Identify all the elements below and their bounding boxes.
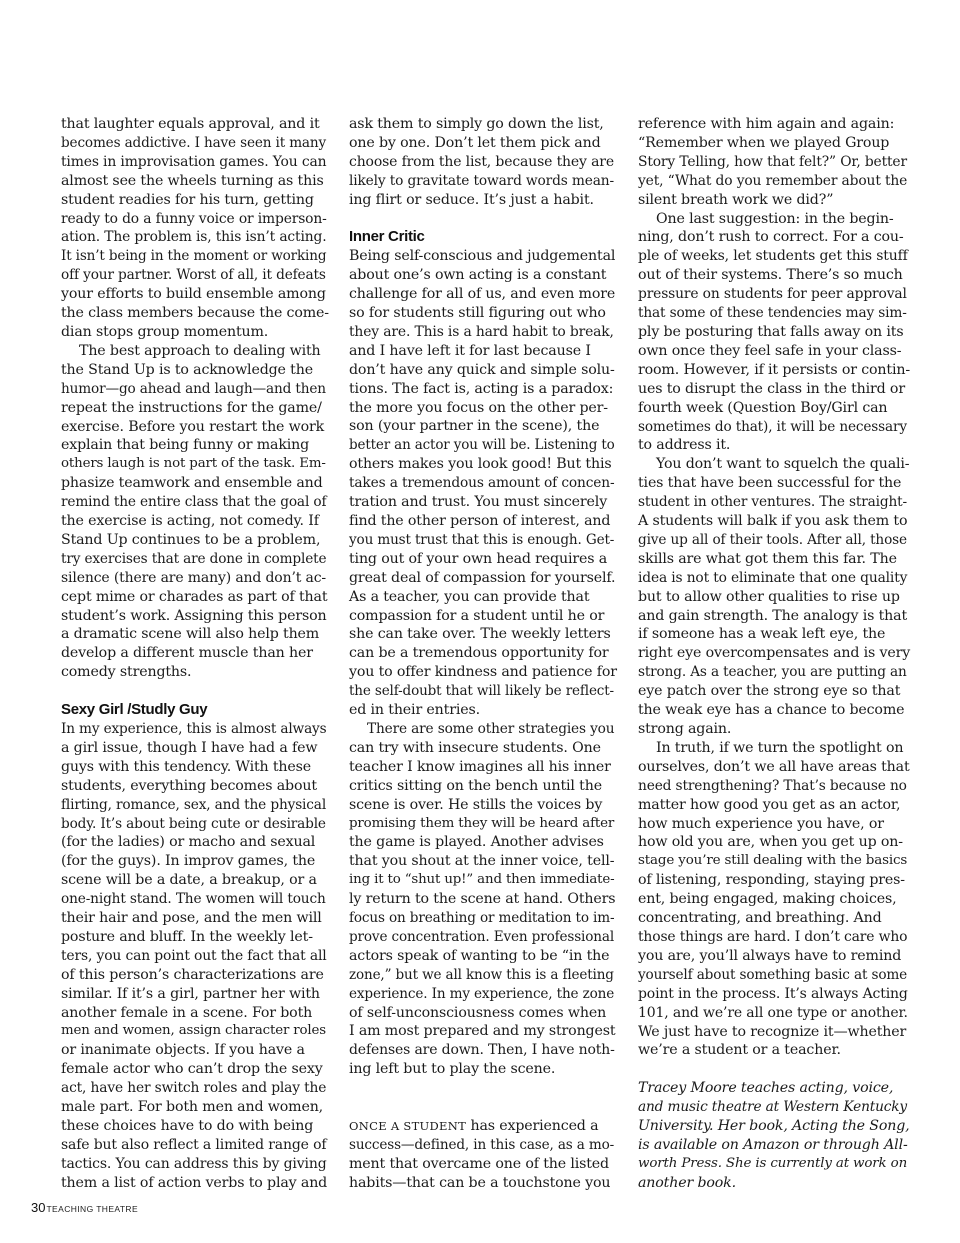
text-line: female actor who can’t drop the sexy: [61, 1061, 323, 1078]
page-number: 30: [31, 1200, 46, 1215]
text-line: try exercises that are done in complete: [61, 550, 327, 567]
text-line: stage you’re still dealing with the basics: [638, 853, 908, 869]
text-line: the more you focus on the other per-: [349, 399, 608, 416]
text-line: One last suggestion: in the begin-: [656, 210, 894, 227]
text-line: ties that have been successful for the: [638, 475, 902, 492]
page-footer: [31, 1199, 138, 1217]
text-line: similar. If it’s a girl, partner her with: [61, 985, 320, 1002]
text-line: tration and trust. You must sincerely: [349, 494, 608, 511]
text-line: Tracey Moore teaches acting, voice,: [638, 1080, 894, 1097]
text-line: can be a tremendous opportunity for: [349, 645, 609, 662]
text-line: silent breath work we did?”: [638, 191, 834, 208]
text-line: and I have left it for last because I: [349, 342, 591, 359]
text-line: likely to gravitate toward words mean-: [349, 172, 615, 189]
text-line: It isn’t being in the moment or working: [61, 248, 327, 265]
text-line: tactics. You can address this by giving: [61, 1155, 327, 1172]
text-line: if someone has a weak left eye, the: [638, 626, 886, 643]
text-line: ters, you can point out the fact that all: [61, 947, 327, 964]
lead-rest: has experienced a: [466, 1118, 599, 1134]
text-line: great deal of compassion for yourself.: [349, 569, 616, 586]
text-line: A students will balk if you ask them to: [638, 513, 908, 530]
text-line: critics sitting on the bench until the: [349, 777, 602, 794]
text-line: experience. In my experience, the zone: [349, 985, 615, 1002]
column-1: [61, 115, 329, 1193]
text-line: cept mime or charades as part of that: [61, 588, 328, 605]
text-line: body. It’s about being cute or desirable: [61, 815, 326, 832]
text-line: matter how good you get as an actor,: [638, 796, 901, 813]
text-line: a girl issue, though I have had a few: [61, 739, 318, 756]
section-heading: Sexy Girl /Studly Guy: [61, 701, 208, 719]
text-line: Stand Up continues to be a problem,: [61, 531, 321, 548]
text-line: ing flirt or seduce. It’s just a habit.: [349, 191, 594, 208]
text-line: remind the entire class that the goal of: [61, 494, 327, 511]
text-line: (for the ladies) or macho and sexual: [61, 834, 316, 851]
spacer: [349, 210, 617, 229]
text-line: point in the process. It’s always Acting: [638, 985, 908, 1002]
text-line: develop a different muscle than her: [61, 645, 313, 662]
text-line: You don’t want to squelch the quali-: [656, 456, 910, 473]
text-line: sometimes do that), it will be necessary: [638, 418, 907, 435]
text-line: them a list of action verbs to play and: [61, 1174, 328, 1191]
paragraph: [61, 720, 329, 1193]
text-line: yet, “What do you remember about the: [638, 172, 908, 189]
text-line: ues to disrupt the class in the third or: [638, 380, 905, 397]
text-line: but to allow other qualities to rise up: [638, 588, 900, 605]
text-line: posture and bluff. In the weekly let-: [61, 928, 313, 945]
text-line: ent, being engaged, making choices,: [638, 891, 897, 908]
text-line: find the other person of interest, and: [349, 513, 611, 530]
text-line: one by one. Don’t let them pick and: [349, 134, 601, 151]
text-line: others makes you look good! But this: [349, 456, 612, 473]
text-line: ly return to the scene at hand. Others: [349, 891, 616, 908]
text-line: that you shout at the inner voice, tell-: [349, 853, 615, 870]
text-line: challenge for all of us, and even more: [349, 286, 616, 303]
text-line: these choices have to do with being: [61, 1118, 314, 1135]
text-line: act, have her switch roles and play the: [61, 1080, 327, 1097]
text-line: As a teacher, you can provide that: [349, 588, 590, 605]
text-line: repeat the instructions for the game/: [61, 399, 322, 416]
magazine-name: TEACHING THEATRE: [46, 1204, 139, 1214]
text-line: ple of weeks, let students get this stuff: [638, 248, 908, 265]
text-line: the class members because the come-: [61, 305, 329, 322]
text-line: ation. The problem is, this isn’t acting.: [61, 229, 327, 246]
text-line: the exercise is acting, not comedy. If: [61, 513, 319, 530]
text-line: yourself about something basic at some: [638, 966, 908, 983]
text-line: to address it.: [638, 437, 731, 454]
text-line: the Stand Up is to acknowledge the: [61, 361, 313, 378]
paragraph: [349, 115, 617, 210]
paragraph: [61, 115, 329, 342]
text-line: guys with this tendency. With these: [61, 758, 312, 775]
text-line: strong again.: [638, 721, 732, 737]
text-line: the game is played. Another advises: [349, 834, 604, 851]
text-line: Being self-conscious and judgemental: [349, 248, 616, 265]
text-line: ed in their entries.: [349, 702, 480, 719]
text-line: student in other ventures. The straight-: [638, 494, 908, 511]
text-line: that some of these tendencies may sim-: [638, 305, 907, 322]
text-line: ourselves, don’t we all have areas that: [638, 758, 910, 775]
text-line: defenses are down. Then, I have noth-: [349, 1042, 615, 1059]
text-line: choose from the list, because they are: [349, 153, 614, 170]
text-line: idea is not to eliminate that one quality: [638, 569, 908, 586]
text-line: teacher I know imagines all his inner: [349, 758, 611, 775]
spacer: [638, 1060, 910, 1079]
text-line: how old you are, when you get up on-: [638, 834, 903, 851]
paragraph: [349, 1136, 617, 1193]
text-line: ment that overcame one of the listed: [349, 1155, 609, 1172]
text-line: exercise. Before you restart the work: [61, 418, 325, 435]
text-line: strong. As a teacher, you are putting an: [638, 664, 907, 681]
text-line: she can take over. The weekly letters: [349, 626, 611, 643]
text-line: University. Her book, Acting the Song,: [638, 1118, 910, 1135]
text-line: worth Press. She is currently at work on: [638, 1155, 908, 1171]
text-line: and music theatre at Western Kentucky: [638, 1099, 908, 1116]
text-line: their hair and pose, and the men will: [61, 910, 322, 927]
text-line: you to offer kindness and patience for: [349, 664, 617, 681]
text-line: ing it to “shut up!” and then immediate-: [349, 872, 615, 888]
text-line: tions. The fact is, acting is a paradox:: [349, 380, 614, 397]
text-line: prove concentration. Even professional: [349, 928, 615, 945]
text-line: that laughter equals approval, and it: [61, 116, 320, 132]
text-line: or inanimate objects. If you have a: [61, 1042, 305, 1059]
text-line: pressure on students for peer approval: [638, 286, 907, 303]
text-line: actors speak of wanting to be “in the: [349, 947, 610, 964]
text-line: ting out of your own head requires a: [349, 550, 608, 567]
text-line: flirting, romance, sex, and the physical: [61, 796, 327, 813]
text-line: phasize teamwork and ensemble and: [61, 475, 323, 492]
text-line: need strengthening? That’s because no: [638, 777, 907, 794]
spacer: [61, 682, 329, 701]
text-line: There are some other strategies you: [367, 720, 615, 737]
text-line: of this person’s characterizations are: [61, 966, 324, 983]
text-line: I am most prepared and my strongest: [349, 1023, 616, 1040]
text-line: fourth week (Question Boy/Girl can: [638, 399, 888, 416]
paragraph: [61, 342, 329, 682]
text-line: a dramatic scene will also help them: [61, 626, 320, 643]
text-line: the self-doubt that will likely be reflect-: [349, 683, 614, 700]
text-line: so for students still figuring out who: [349, 305, 606, 322]
text-line: you must trust that this is enough. Get-: [349, 531, 615, 548]
text-line: men and women, assign character roles: [61, 1023, 326, 1039]
text-line: (for the guys). In improv games, the: [61, 853, 316, 870]
text-line: focus on breathing or meditation to im-: [349, 910, 615, 927]
text-line: ready to do a funny voice or imperson-: [61, 210, 327, 227]
text-line: is available on Amazon or through All-: [638, 1136, 908, 1153]
text-line: the weak eye has a chance to become: [638, 702, 905, 719]
text-line: student’s work. Assigning this person: [61, 607, 327, 624]
text-line: they are. This is a hard habit to break,: [349, 323, 614, 340]
text-line: we’re a student or a teacher.: [638, 1042, 841, 1059]
text-line: In truth, if we turn the spotlight on: [656, 739, 904, 756]
text-line: another book.: [638, 1174, 736, 1191]
column-2: [349, 115, 617, 1193]
text-line: explain that being funny or making: [61, 437, 310, 454]
paragraph: [349, 720, 617, 1079]
text-line: off your partner. Worst of all, it defeats: [61, 267, 326, 284]
text-line: We just have to recognize it—whether: [638, 1023, 907, 1040]
text-line: you are, you’ll always have to remind: [638, 947, 902, 964]
text-line: and gain strength. The analogy is that: [638, 607, 908, 624]
text-line: students, everything becomes about: [61, 777, 317, 794]
text-line: concentrating, and breathing. And: [638, 910, 882, 927]
text-line: room. However, if it persists or contin-: [638, 361, 910, 378]
text-line: don’t have any quick and simple solu-: [349, 361, 615, 378]
text-line: almost see the wheels turning as this: [61, 172, 324, 189]
text-line: ply be posturing that falls away on its: [638, 323, 904, 340]
text-line: success—defined, in this case, as a mo-: [349, 1136, 615, 1153]
text-line: how much experience you have, or: [638, 815, 884, 832]
text-line: own once they feel safe in your class-: [638, 342, 902, 359]
section-heading: Inner Critic: [349, 228, 425, 246]
paragraph: [638, 455, 910, 739]
text-line: comedy strengths.: [61, 664, 192, 681]
text-line: right eye overcompensates and is very: [638, 645, 911, 662]
spacer: [349, 1079, 617, 1117]
author-bio: [638, 1079, 910, 1192]
text-line: eye patch over the strong eye so that: [638, 683, 901, 700]
text-line: better an actor you will be. Listening to: [349, 437, 615, 454]
text-line: ing left but to play the scene.: [349, 1061, 556, 1078]
paragraph: [638, 739, 910, 1060]
text-line: give up all of their tools. After all, those: [638, 531, 907, 548]
text-line: of self-unconsciousness comes when: [349, 1004, 607, 1021]
lead-in-line: [349, 1117, 617, 1136]
text-line: zone,” but we all know this is a fleeting: [349, 966, 614, 983]
text-line: promising them they will be heard after: [349, 815, 615, 831]
text-line: habits—that can be a touchstone you: [349, 1174, 611, 1191]
text-line: your efforts to build ensemble among: [61, 286, 326, 303]
text-line: scene is over. He stills the voices by: [349, 796, 603, 813]
text-line: out of their systems. There’s so much: [638, 267, 903, 284]
paragraph: [638, 210, 910, 456]
text-line: ask them to simply go down the list,: [349, 116, 604, 132]
text-line: silence (there are many) and don’t ac-: [61, 569, 326, 586]
text-line: one-night stand. The women will touch: [61, 891, 326, 908]
text-line: those things are hard. I don’t care who: [638, 928, 908, 945]
text-line: takes a tremendous amount of concen-: [349, 475, 615, 492]
text-line: skills are what got them this far. The: [638, 550, 897, 567]
text-line: dian stops group momentum.: [61, 323, 269, 340]
text-line: reference with him again and again:: [638, 116, 895, 132]
text-line: son (your partner in the scene), the: [349, 418, 600, 435]
paragraph: [349, 247, 617, 720]
text-line: others laugh is not part of the task. Em-: [61, 456, 326, 472]
text-line: of listening, responding, staying pres-: [638, 872, 905, 889]
text-line: scene will be a date, a breakup, or a: [61, 872, 317, 889]
text-line: humor—go ahead and laugh—and then: [61, 380, 326, 397]
paragraph: [638, 115, 910, 210]
text-line: another female in a scene. For both: [61, 1004, 313, 1021]
column-3: [638, 115, 910, 1193]
small-caps-lead: ONCE A STUDENT: [349, 1119, 467, 1133]
text-line: Story Telling, how that felt?” Or, better: [638, 153, 907, 170]
text-line: 101, and we’re all one type or another.: [638, 1004, 908, 1021]
text-line: times in improvisation games. You can: [61, 153, 327, 170]
text-line: In my experience, this is almost always: [61, 720, 327, 737]
text-line: male part. For both men and women,: [61, 1099, 324, 1116]
text-line: “Remember when we played Group: [638, 134, 890, 151]
text-line: The best approach to dealing with: [79, 342, 321, 359]
text-line: compassion for a student until he or: [349, 607, 605, 624]
text-line: becomes addictive. I have seen it many: [61, 134, 327, 151]
text-line: can try with insecure students. One: [349, 739, 601, 756]
text-line: ning, don’t rush to correct. For a cou-: [638, 229, 904, 246]
text-line: student readies for his turn, getting: [61, 191, 314, 208]
text-line: about one’s own acting is a constant: [349, 267, 607, 284]
text-line: safe but also reflect a limited range of: [61, 1136, 327, 1153]
